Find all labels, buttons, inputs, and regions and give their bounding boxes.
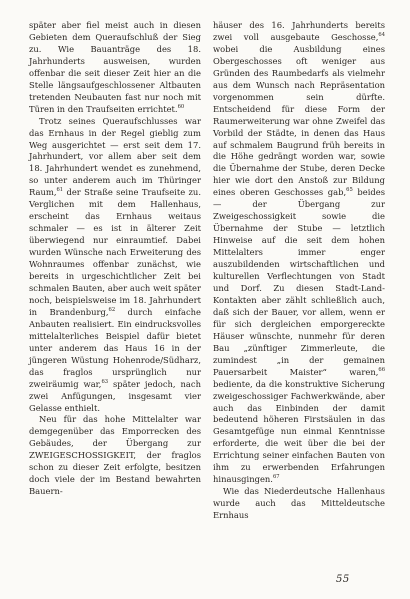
paragraph: häuser des 16. Jahrhunderts bereits zwei voll ausgebaute Geschosse,$^{64}$ wobei die Ausbildung eines Obergeschosses oft weniger aus Gründen des Raumbedarfs als vielmehr aus dem Wunsch nach Repräsentation vorgenommen sein dürfte. Entscheidend für diese Form der Raumerweiterung war ohne Zweifel das Vorbild der Städte, in denen das Haus auf schmalem Baugrund früh bereits in die Höhe gedrängt worden war, sowie die Übernahme der Stube, deren Decke hier wie dort den Anstoß zur Bildung eines oberen Geschosses gab,$^{65}$ beides — der Übergang zur Zweigeschossigkeit sowie die Übernahme der Stube — letztlich Hinweise auf die seit dem hohen Mittelalters immer enger auszubildenden wirtschaftlichen und kulturellen Verflechtungen von Stadt und Dorf. Zu diesen Stadt-Land-Kontakten aber zählt schließlich auch, daß sich der Bauer, vor allem, wenn er für sich dergleichen emporgereckte Häuser wünschte, nunmehr für deren Bau „zünftiger Zimmerleute, die zumindest „in der gemainen Pauersarbeit Maister“ waren,$^{66}$ bediente, da die konstruktive Sicherung zweigeschossiger Fachwerkwände, aber auch das Einbinden der damit bedeutend höheren Firstsäulen in das Gesamtgefüge nun einmal Kenntnisse erforderte, die weit über die bei der Errichtung seiner einfachen Bauten von ihm zu erwerbenden Erfahrungen hinausgingen.$^{67}$	[213, 20, 385, 485]
paragraph: Wie das Niederdeutsche Hallenhaus wurde auch das Mitteldeutsche Ernhaus	[213, 486, 385, 521]
paragraph: Trotz seines Queraufschlusses war das Ernhaus in der Regel gieblig zum Weg ausgerichtet — erst seit dem 17. Jahrhundert, vor allem aber seit dem 18. Jahrhundert wendet es zunehmend, so unter anderem auch im Thüringer Raum,$^{61}$ der Straße seine Traufseite zu. Verglichen mit dem Hallenhaus, erscheint das Ernhaus weitaus schmaler — es ist in älterer Zeit überwiegend nur einraumtief. Dabei wurden Wünsche nach Erweiterung des Wohnraumes offenbar zunächst, wie bereits in urgeschichtlicher Zeit bei schmalen Bauten, aber auch weit später noch, beispielsweise im 18. Jahrhundert in Brandenburg,$^{62}$ durch einfache Anbauten realisiert. Ein eindrucksvolles mittelalterliches Beispiel dafür bietet unter anderem das Haus 16 in der jüngeren Wüstung Hohenrode/Südharz, das fraglos ursprünglich nur zweiräumig war,$^{63}$ später jedoch, nach zwei Anfügungen, insgesamt vier Gelasse enthielt.	[29, 115, 202, 413]
footnote-ref: 61	[56, 187, 64, 194]
footnote-ref: 64	[378, 32, 385, 39]
footnote-ref: 65	[346, 187, 353, 194]
footnote-ref: 60	[177, 103, 185, 110]
footnote-ref: 63	[101, 378, 109, 385]
footnote-ref: 66	[378, 366, 385, 373]
left-text-column	[29, 20, 201, 498]
right-text-column	[213, 20, 385, 522]
page-number: 55	[336, 574, 350, 585]
footnote-ref: 62	[108, 307, 116, 314]
footnote-ref: 67	[272, 474, 280, 481]
paragraph: später aber fiel meist auch in diesen Gebieten dem Queraufschluß der Sieg zu. Wie Bauanträge des 18. Jahrhunderts ausweisen, wurden offenbar die seit dieser Zeit hier an die Stelle längsaufgeschlossener Altbauten tretenden Neubauten fast nur noch mit Türen in den Traufseiten errichtet.$^{60}$	[29, 20, 201, 114]
paragraph: Neu für das hohe Mittelalter war demgegenüber das Emporrecken des Gebäudes, der Übergang zur ZWEIGESCHOSSIGKEIT, der fraglos schon zu dieser Zeit erfolgte, besitzen doch viele der im Bestand bewahrten Bauern-	[29, 414, 201, 497]
